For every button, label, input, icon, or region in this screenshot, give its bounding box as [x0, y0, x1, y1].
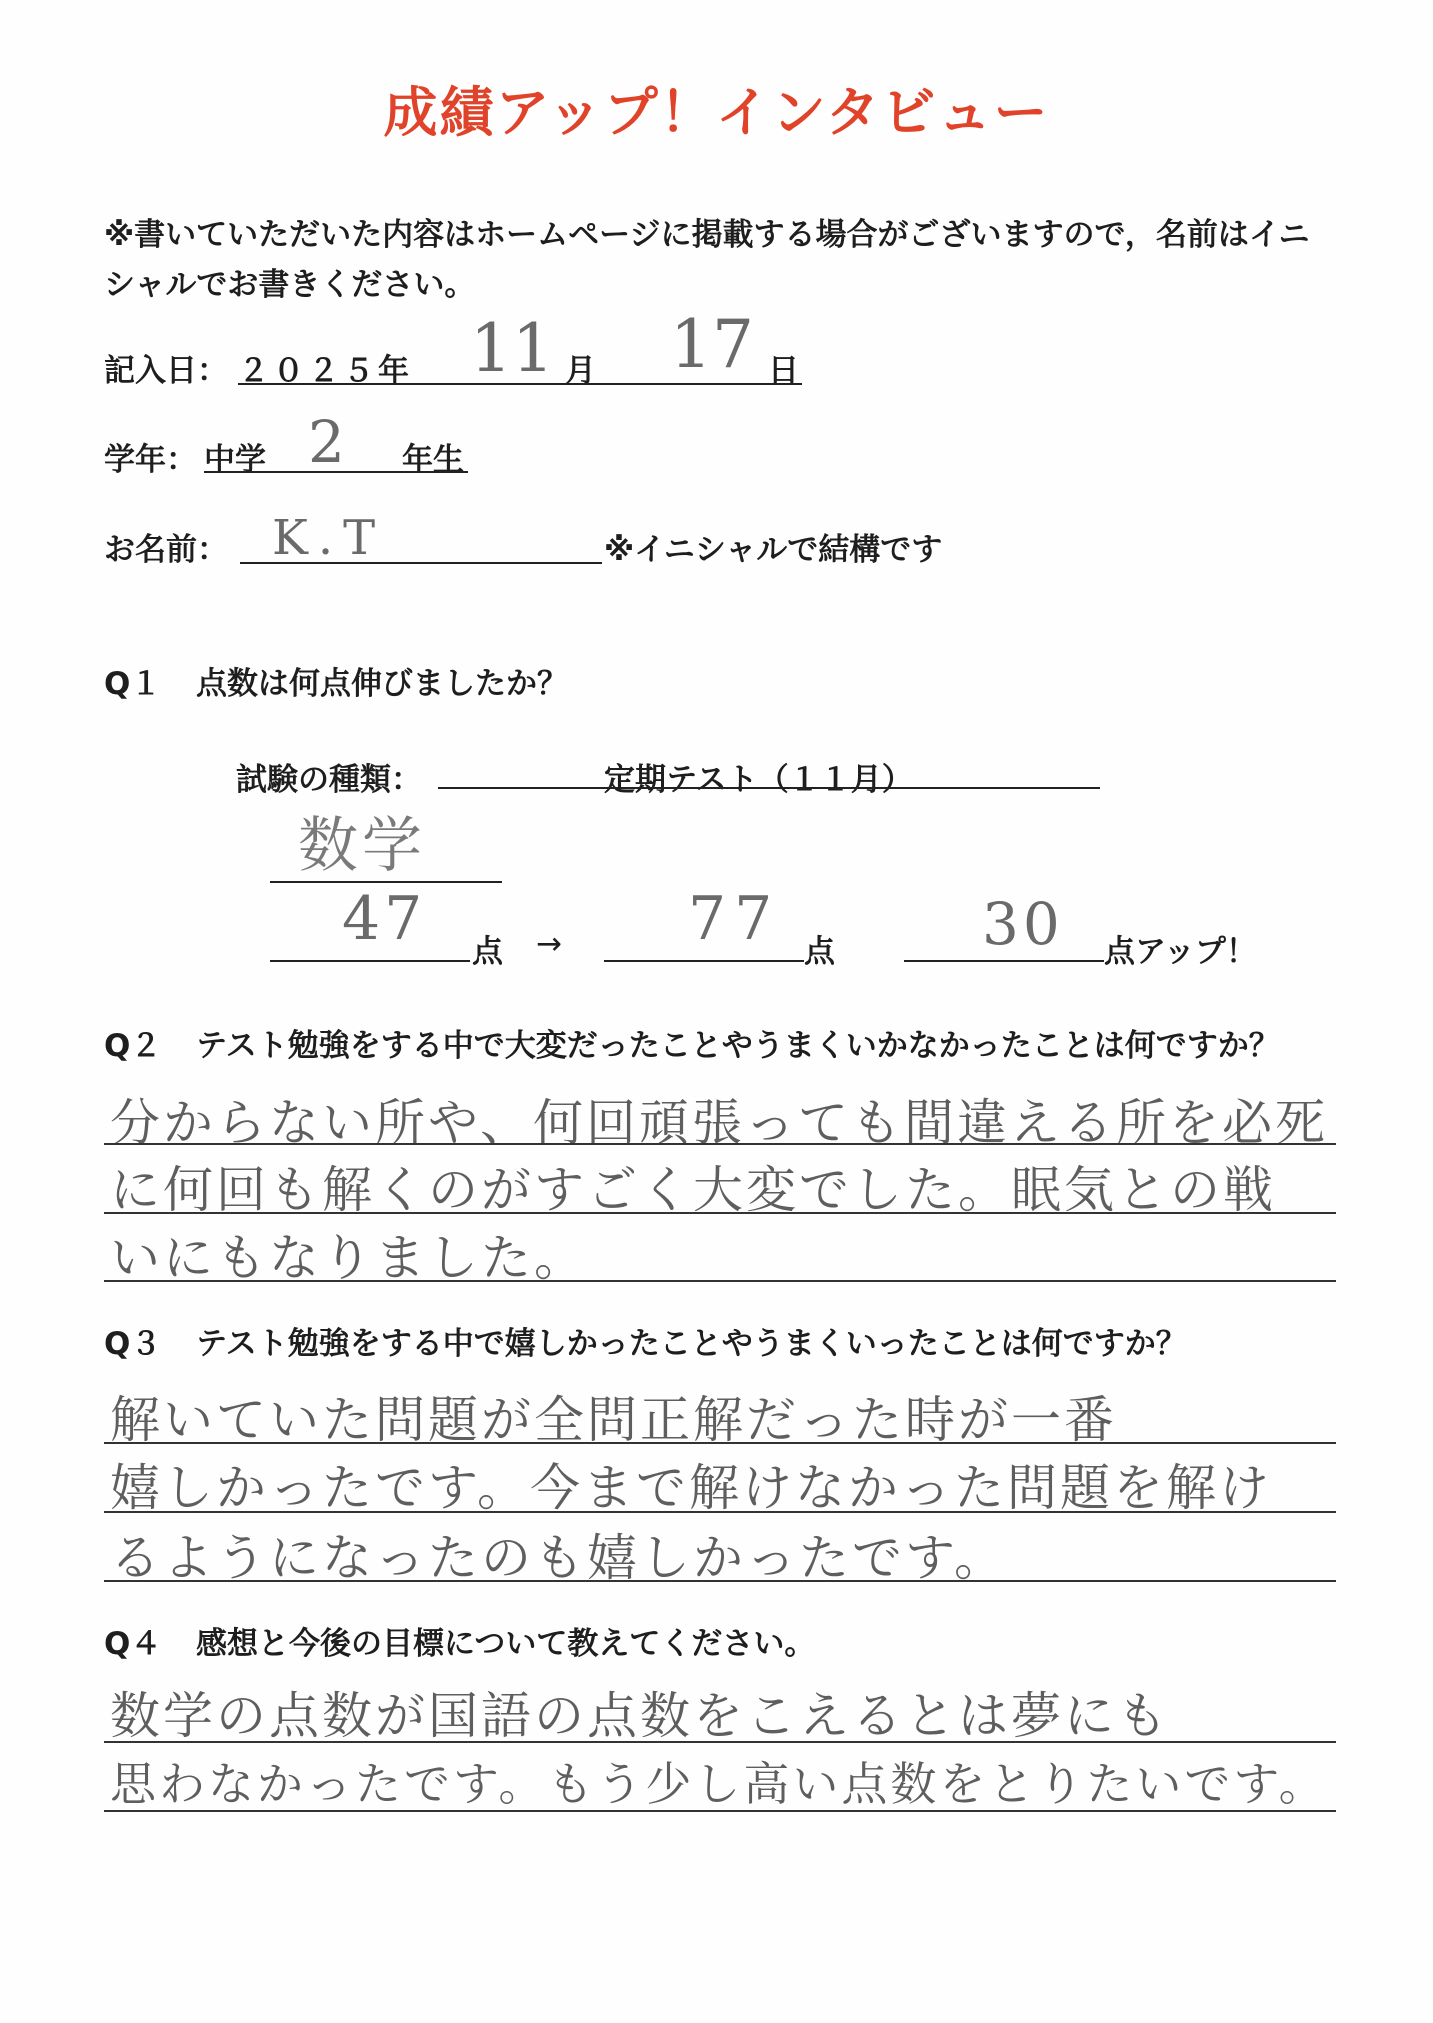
- exam-type-value: 定期テスト（１１月）: [604, 762, 913, 798]
- date-label: 記入日：: [104, 353, 228, 389]
- q2-answer-rule: [104, 1280, 1336, 1282]
- q4-answer-line: 数学の点数が国語の点数をこえるとは夢にも: [110, 1687, 1170, 1745]
- q4-answer-rule: [104, 1741, 1336, 1743]
- initials-notice: ※書いていただいた内容はホームページに掲載する場合がございますので，名前はイニシャルでお書きください。: [104, 217, 1310, 303]
- q4-number: Q４: [104, 1626, 162, 1662]
- q3-answer-rule: [104, 1442, 1336, 1444]
- score-after: 77: [688, 884, 781, 954]
- name-label: お名前：: [104, 532, 228, 568]
- date-day-label: 日: [768, 353, 799, 389]
- subject-underline: [270, 881, 502, 883]
- grade-suffix: 年生: [402, 442, 464, 478]
- subject-value: 数学: [298, 811, 426, 881]
- q3-answer-line: 嬉しかったです。今まで解けなかった問題を解け: [110, 1459, 1272, 1517]
- q1-text: 点数は何点伸びましたか？: [196, 666, 568, 702]
- q2-answer-rule: [104, 1143, 1336, 1145]
- exam-type-underline: [438, 787, 1100, 789]
- q4-answer-rule: [104, 1810, 1336, 1812]
- date-month-value: 11: [470, 310, 554, 387]
- q2-answer-rule: [104, 1212, 1336, 1214]
- grade-underline: [204, 471, 468, 473]
- score-gain-unit: 点アップ！: [1104, 934, 1257, 970]
- q2-answer-line: に何回も解くのがすごく大変でした。眠気との戦: [110, 1161, 1276, 1219]
- score-gain-underline: [904, 960, 1104, 962]
- q3-answer-line: るようになったのも嬉しかったです。: [110, 1529, 1007, 1587]
- grade-label: 学年：: [104, 442, 197, 478]
- q4-answer-line: 思わなかったです。もう少し高い点数をとりたいです。: [110, 1757, 1328, 1811]
- arrow-icon: →: [536, 926, 562, 962]
- q1-number: Q１: [104, 666, 162, 702]
- q3-number: Q３: [104, 1326, 162, 1362]
- q1-question: [104, 658, 568, 703]
- name-underline: [240, 562, 602, 564]
- q2-text: テスト勉強をする中で大変だったことやうまくいかなかったことは何ですか？: [196, 1028, 1280, 1064]
- score-after-underline: [604, 960, 804, 962]
- name-note: ※イニシャルで結構です: [604, 532, 943, 568]
- q3-question: [104, 1318, 1187, 1363]
- q2-number: Q２: [104, 1028, 162, 1064]
- date-month-label: 月: [565, 353, 596, 389]
- score-before-unit: 点: [472, 934, 503, 970]
- score-gain: 30: [982, 890, 1064, 958]
- q4-text: 感想と今後の目標について教えてください。: [196, 1626, 816, 1662]
- name-value: K.T: [272, 510, 386, 566]
- q2-answer-line: いにもなりました。: [110, 1229, 587, 1287]
- q3-text: テスト勉強をする中で嬉しかったことやうまくいったことは何ですか？: [196, 1326, 1187, 1362]
- q2-answer-line: 分からない所や、何回頑張っても間違える所を必死: [110, 1094, 1328, 1152]
- q3-answer-rule: [104, 1511, 1336, 1513]
- q3-answer-line: 解いていた問題が全問正解だった時が一番: [110, 1391, 1117, 1449]
- q3-answer-rule: [104, 1580, 1336, 1582]
- grade-value: 2: [308, 408, 345, 476]
- date-year: ２０２５年: [238, 353, 413, 389]
- date-underline: [238, 383, 802, 385]
- q4-question: [104, 1618, 815, 1663]
- score-before: 47: [342, 884, 427, 954]
- q2-question: [104, 1020, 1280, 1065]
- grade-prefix: 中学: [204, 442, 266, 478]
- score-after-unit: 点: [804, 934, 835, 970]
- date-day-value: 17: [670, 306, 754, 383]
- score-before-underline: [270, 960, 470, 962]
- page-title: 成績アップ！インタビュー: [383, 81, 1050, 144]
- exam-type-label: 試験の種類：: [236, 762, 422, 798]
